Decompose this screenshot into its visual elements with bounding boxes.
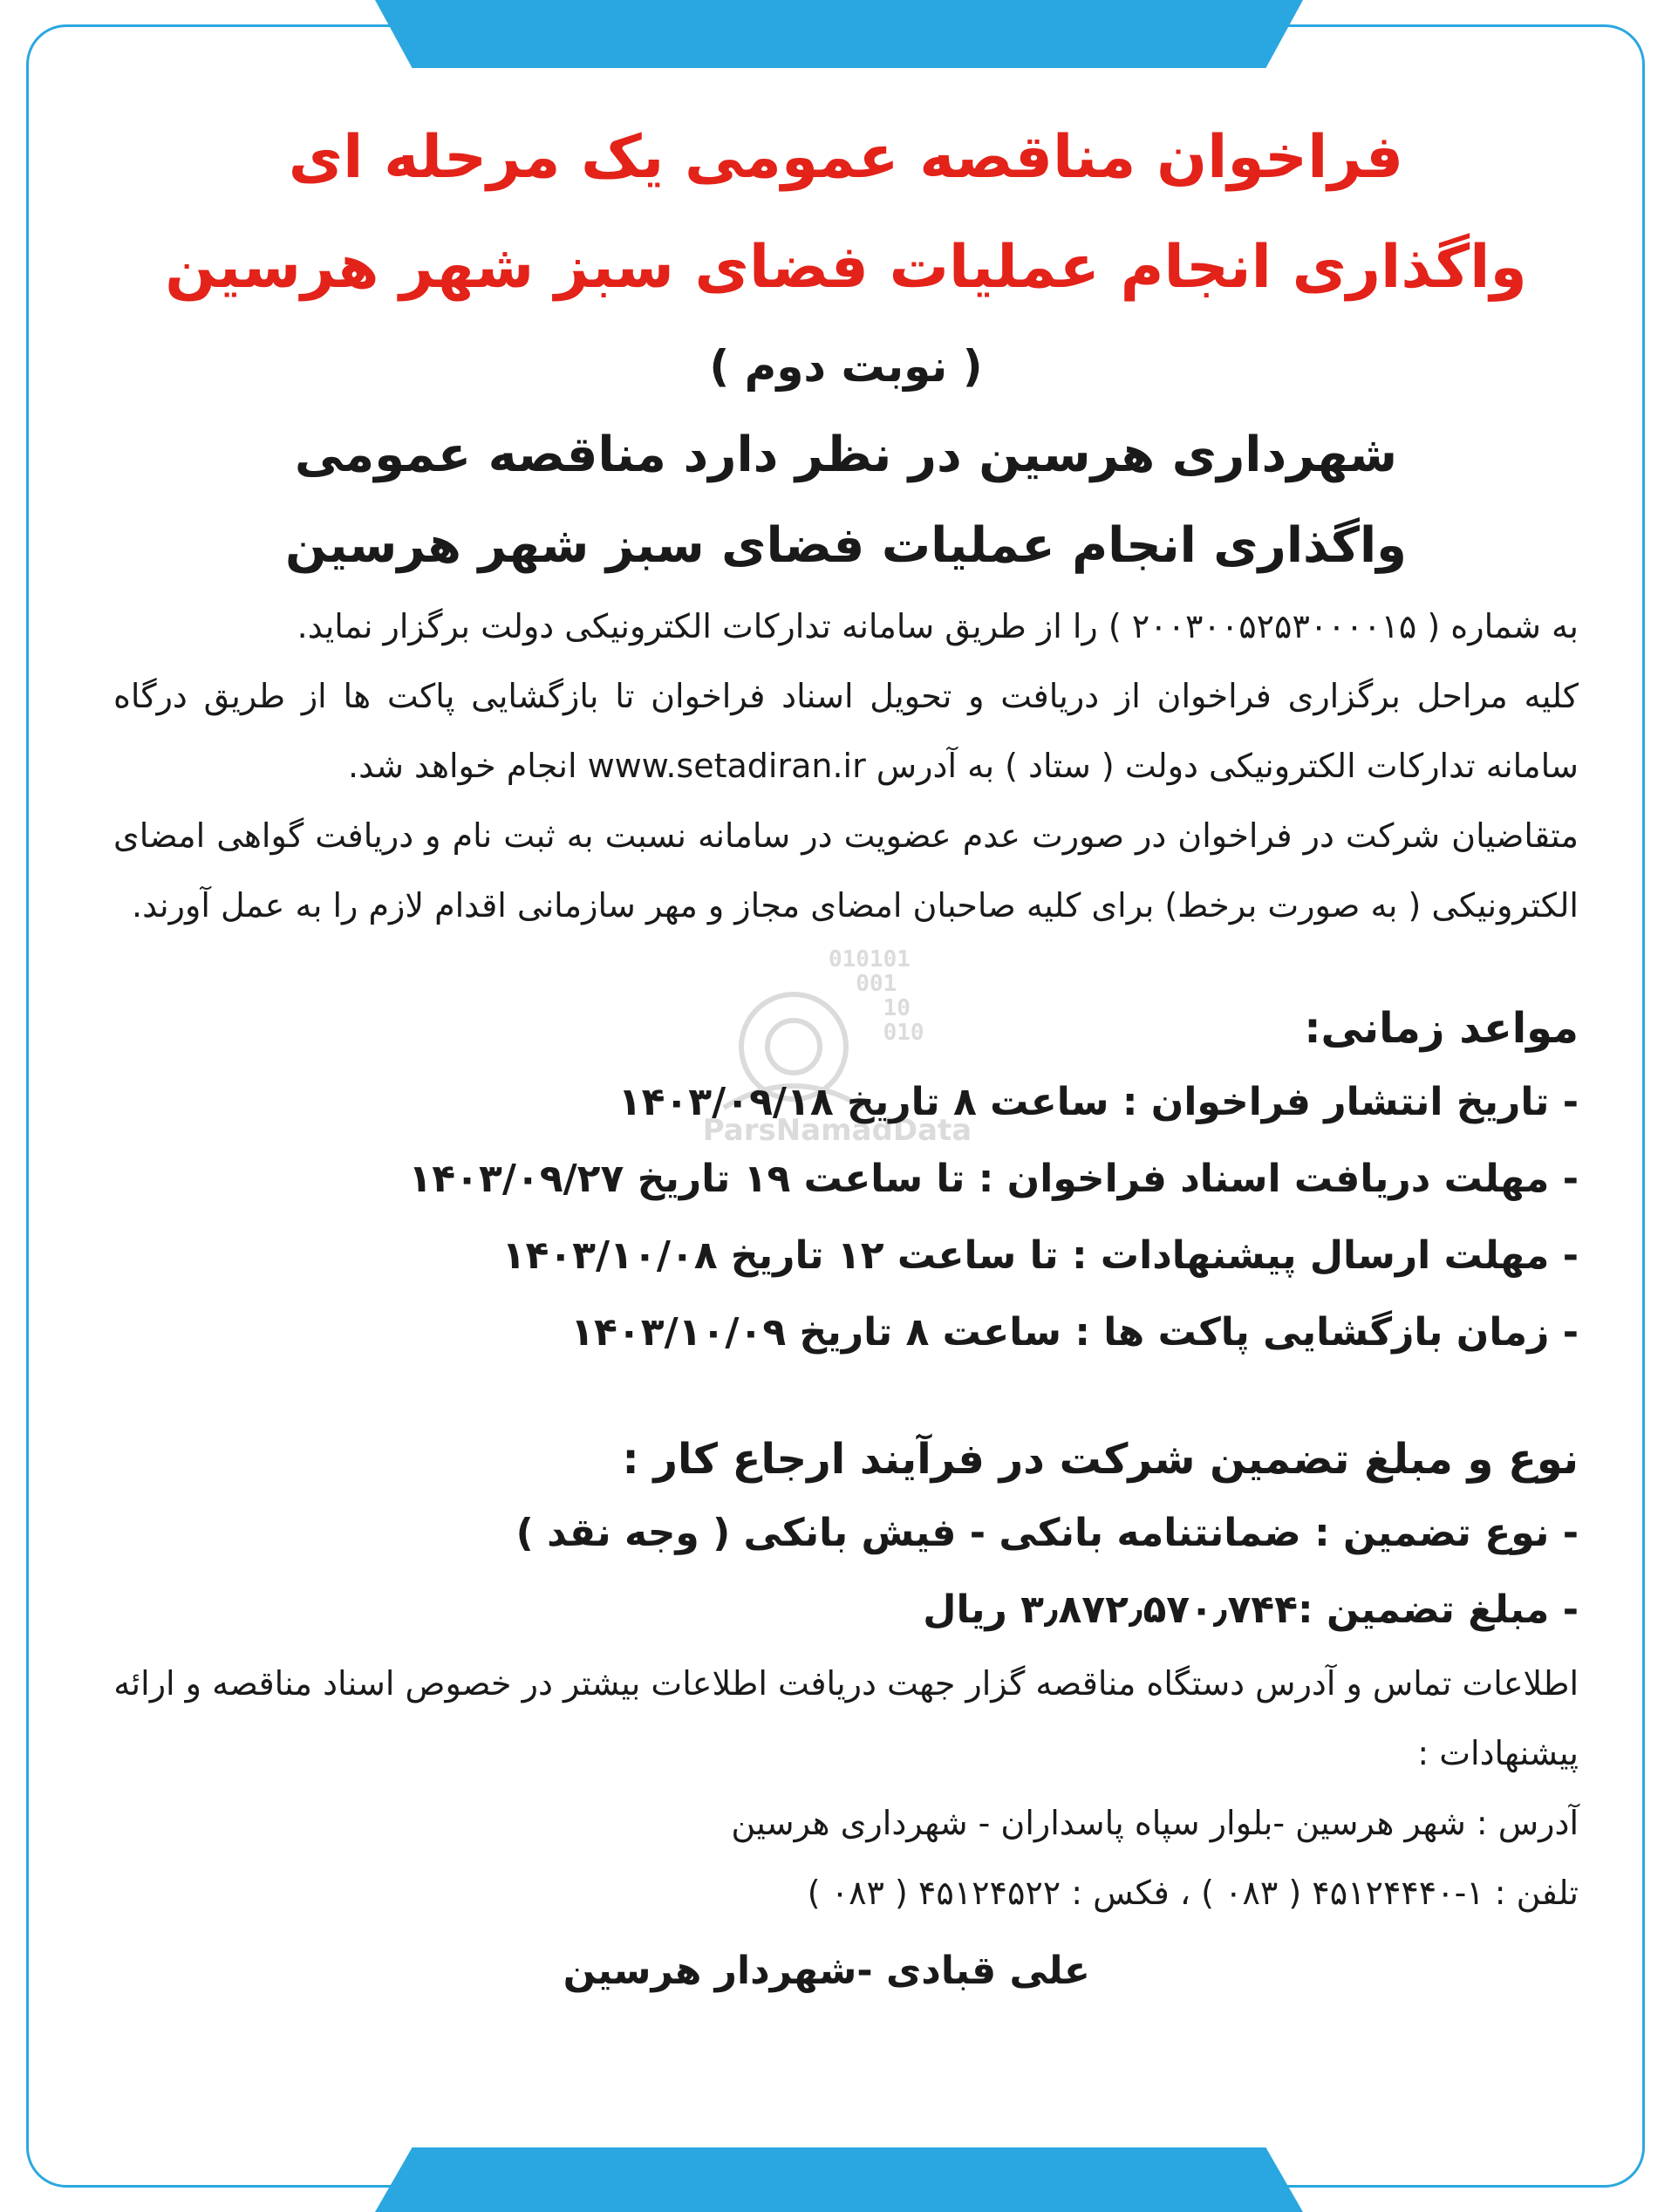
intro-paragraph-2-text-a: کلیه مراحل برگزاری فراخوان از دریافت و تحویل اسناد فراخوان تا بازگشایی پاکت ها از طریق درگاه سامانه تدارکات الکترونیکی دولت ( ستاد ) به آدرس	[113, 677, 1579, 785]
intro-paragraph-2-text-b: انجام خواهد شد.	[348, 747, 588, 785]
contact-address: آدرس : شهر هرسین -بلوار سپاه پاسداران - شهرداری هرسین	[731, 1804, 1579, 1842]
schedule-title: مواعد زمانی:	[1304, 1004, 1579, 1053]
contact-intro: اطلاعات تماس و آدرس دستگاه مناقصه گزار جهت دریافت اطلاعات بیشتر در خصوص اسناد مناقصه و ارائه پیشنهادات :	[113, 1664, 1579, 1772]
guarantee-amount: - مبلغ تضمین :۳٫۸۷۲٫۵۷۰٫۷۴۴ ریال	[923, 1587, 1579, 1632]
schedule-item-bids-deadline: - مهلت ارسال پیشنهادات : تا ساعت ۱۲ تاریخ ۱۴۰۳/۱۰/۰۸	[501, 1233, 1579, 1278]
watermark-brand: ParsNamadData	[702, 1113, 972, 1148]
schedule-item-opening: - زمان بازگشایی پاکت ها : ساعت ۸ تاریخ ۱۴۰۳/۱۰/۰۹	[570, 1310, 1579, 1355]
notice-title-line2: واگذاری انجام عملیات فضای سبز شهر هرسین	[165, 233, 1527, 302]
contact-phone: تلفن : ۱-۴۵۱۲۴۴۴۰ ( ۰۸۳ ) ، فکس : ۴۵۱۲۴۵۲۲ ( ۰۸۳ )	[807, 1874, 1579, 1912]
guarantee-type: - نوع تضمین : ضمانتنامه بانکی - فیش بانکی ( وجه نقد )	[515, 1511, 1579, 1555]
subhead-line2: واگذاری انجام عملیات فضای سبز شهر هرسین	[285, 517, 1407, 574]
setad-url-link[interactable]: www.setadiran.ir	[587, 747, 866, 785]
intro-paragraph-3: متقاضیان شرکت در فراخوان در صورت عدم عضویت در سامانه نسبت به ثبت نام و دریافت گواهی امضای الکترونیکی ( به صورت برخط) برای کلیه صاحبان امضای مجاز و مهر سازمانی اقدام لازم را به عمل آورند.	[113, 816, 1579, 925]
guarantee-title: نوع و مبلغ تضمین شرکت در فرآیند ارجاع کار :	[622, 1435, 1579, 1484]
notice-title-line1: فراخوان مناقصه عمومی یک مرحله ای	[288, 123, 1404, 192]
subhead-line1: شهرداری هرسین در نظر دارد مناقصه عمومی	[294, 427, 1398, 483]
bottom-banner-tab	[375, 2147, 1303, 2212]
watermark-bits: 010101 001 10 010	[829, 946, 924, 1046]
intro-paragraph-1: به شماره ( ۲۰۰۳۰۰۵۲۵۳۰۰۰۰۱۵ ) را از طریق سامانه تدارکات الکترونیکی دولت برگزار نماید.	[297, 607, 1579, 645]
signature: علی قبادی -شهردار هرسین	[563, 1949, 1090, 1993]
schedule-item-docs-deadline: - مهلت دریافت اسناد فراخوان : تا ساعت ۱۹ تاریخ ۱۴۰۳/۰۹/۲۷	[408, 1157, 1579, 1201]
notice-content	[113, 103, 1579, 2015]
schedule-item-publish: - تاریخ انتشار فراخوان : ساعت ۸ تاریخ ۱۴۰۳/۰۹/۱۸	[617, 1080, 1579, 1124]
intro-paragraph-2	[113, 661, 1579, 801]
round-label: ( نوبت دوم )	[709, 341, 983, 392]
